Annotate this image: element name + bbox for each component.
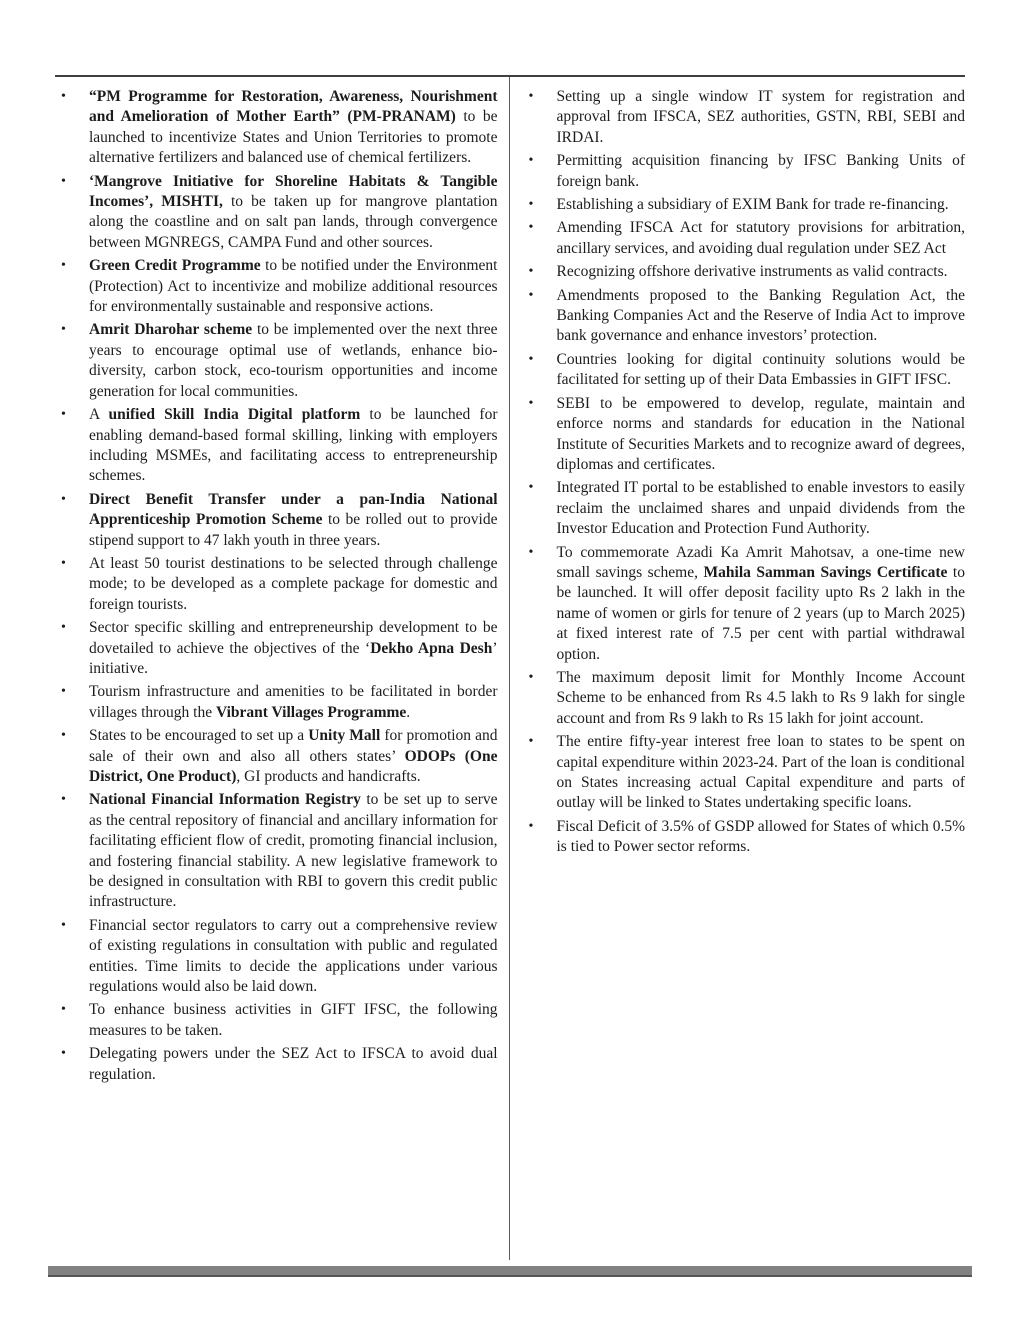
text-segment: Permitting acquisition financing by IFSC Banking Units of foreign bank.	[556, 152, 965, 190]
bold-text-segment: “PM Programme for Restoration, Awareness, Nourishment and Amelioration of Mother Earth” (PM-PRANAM)	[89, 88, 498, 126]
bullet-icon: •	[61, 620, 66, 636]
bullet-icon: •	[528, 669, 534, 685]
right-column	[510, 77, 966, 1260]
list-item	[523, 543, 966, 665]
list-item	[55, 405, 498, 487]
bold-text-segment: Green Credit Programme	[89, 257, 261, 275]
text-segment: Tourism infrastructure and amenities to be facilitated in border villages through the	[89, 683, 498, 721]
bullet-icon: •	[61, 322, 66, 338]
text-segment: To enhance business activities in GIFT IFSC, the following measures to be taken.	[89, 1001, 498, 1039]
bullet-icon: •	[61, 89, 66, 104]
bullet-icon: •	[528, 89, 534, 104]
bullet-icon: •	[528, 480, 534, 496]
list-item	[523, 350, 966, 391]
two-column-layout	[55, 77, 965, 1260]
bold-text-segment: Mahila Samman Savings Certificate	[703, 563, 948, 581]
text-segment: Amendments proposed to the Banking Regulation Act, the Banking Companies Act and the Reserve of India Act to improve bank governance and enhance investors’ protection.	[556, 286, 965, 345]
text-segment: Amending IFSCA Act for statutory provisions for arbitration, ancillary services, and avoiding dual regulation under SEZ Act	[556, 219, 965, 257]
footer-bar	[48, 1266, 972, 1277]
bullet-icon: •	[528, 351, 534, 367]
list-item	[55, 320, 498, 402]
list-item	[523, 732, 966, 814]
text-segment: The entire fifty-year interest free loan to states to be spent on capital expenditure within 2023-24. Part of the loan is conditional on States increasing actual Capital expenditure and parts of outlay will be linked to States undertaking specific loans.	[556, 733, 965, 812]
bullet-icon: •	[61, 555, 66, 571]
bold-text-segment: unified Skill India Digital platform	[108, 406, 361, 424]
text-segment: The maximum deposit limit for Monthly Income Account Scheme to be enhanced from Rs 4.5 lakh to Rs 9 lakh for single account and from Rs 9 lakh to Rs 15 lakh for joint account.	[556, 668, 965, 727]
list-item	[523, 817, 966, 858]
text-segment: Countries looking for digital continuity solutions would be facilitated for setting up of their Data Embassies in GIFT IFSC.	[556, 350, 965, 389]
bullet-icon: •	[528, 197, 534, 213]
list-item	[523, 262, 966, 282]
text-segment: Integrated IT portal to be established to enable investors to easily reclaim the unclaimed shares and unpaid dividends from the Investor Education and Protection Fund Authority.	[556, 479, 965, 538]
list-item	[55, 554, 498, 615]
text-segment: Financial sector regulators to carry out a comprehensive review of existing regulations in consultation with public and regulated entities. Time limits to decide the applications under various regulations would also be laid down.	[89, 916, 498, 996]
bullet-icon: •	[61, 491, 66, 507]
text-segment: Delegating powers under the SEZ Act to IFSCA to avoid dual regulation.	[89, 1045, 498, 1083]
bullet-icon: •	[61, 1046, 66, 1062]
bold-text-segment: Amrit Dharohar scheme	[89, 321, 253, 339]
text-segment: .	[406, 703, 411, 721]
list-item	[55, 726, 498, 787]
list-item	[55, 1000, 498, 1041]
content-area	[55, 75, 965, 1260]
text-segment: To commemorate Azadi Ka Amrit Mahotsav, a one-time new small savings scheme,	[556, 543, 965, 581]
list-item	[55, 172, 498, 254]
text-segment: Sector specific skilling and entrepreneurship development to be dovetailed to achieve the objectives of the ‘	[89, 619, 498, 657]
list-item	[55, 618, 498, 679]
bullet-icon: •	[528, 220, 534, 236]
list-item	[523, 286, 966, 347]
list-item	[55, 1044, 498, 1085]
bold-text-segment: Vibrant Villages Programme	[216, 703, 407, 721]
bullet-icon: •	[61, 1002, 66, 1018]
bold-text-segment: ‘Mangrove Initiative for Shoreline Habitats & Tangible Incomes’, MISHTI,	[89, 172, 498, 211]
text-segment: to be implemented over the next three years to encourage optimal use of wetlands, enhance bio-diversity, carbon stock, eco-tourism opportunities and income generation for local communities.	[89, 321, 498, 400]
text-segment: to be launched for enabling demand-based formal skilling, linking with employers including MSMEs, and facilitating access to entrepreneurship schemes.	[89, 406, 498, 485]
bullet-icon: •	[61, 728, 66, 744]
text-segment: to be notified under the Environment (Protection) Act to incentivize and mobilize additional resources for environmentally sustainable and responsive actions.	[89, 257, 498, 316]
text-segment: At least 50 tourist destinations to be selected through challenge mode; to be developed as a complete package for domestic and foreign tourists.	[89, 554, 498, 613]
text-segment: Recognizing offshore derivative instruments as valid contracts.	[556, 263, 948, 281]
list-item	[523, 478, 966, 539]
list-item	[523, 668, 966, 729]
bullet-icon: •	[61, 792, 66, 808]
bullet-icon: •	[528, 818, 534, 834]
list-item	[55, 256, 498, 317]
list-item	[523, 87, 966, 148]
bullet-icon: •	[61, 173, 66, 189]
list-item	[55, 682, 498, 723]
bullet-icon: •	[61, 917, 66, 933]
bullet-icon: •	[61, 407, 66, 423]
bold-text-segment: ODOPs (One District, One Product)	[89, 747, 498, 785]
bullet-icon: •	[61, 684, 66, 700]
bold-text-segment: Direct Benefit Transfer under a pan-India National Apprenticeship Promotion Scheme	[89, 490, 498, 529]
bullet-icon: •	[528, 264, 534, 280]
bullet-icon: •	[528, 734, 534, 750]
bullet-icon: •	[61, 258, 66, 274]
bullet-icon: •	[528, 153, 534, 169]
bullet-icon: •	[528, 395, 534, 411]
bullet-icon: •	[528, 544, 534, 560]
bold-text-segment: Unity Mall	[308, 727, 381, 745]
bold-text-segment: National Financial Information Registry	[89, 791, 361, 809]
list-item	[55, 916, 498, 998]
bullet-icon: •	[528, 287, 534, 303]
list-item	[523, 218, 966, 259]
text-segment: to be rolled out to provide stipend support to 47 lakh youth in three years.	[89, 511, 498, 549]
list-item	[523, 394, 966, 476]
text-segment: Setting up a single window IT system for registration and approval from IFSCA, SEZ authorities, GSTN, RBI, SEBI and IRDAI.	[556, 88, 965, 146]
text-segment: ’ initiative.	[89, 639, 498, 677]
list-item	[523, 195, 966, 215]
text-segment: States to be encouraged to set up a	[89, 727, 309, 745]
text-segment: to be taken up for mangrove plantation along the coastline and on salt pan lands, through convergence between MGNREGS, CAMPA Fund and other sources.	[89, 193, 498, 251]
text-segment: to be launched. It will offer deposit facility upto Rs 2 lakh in the name of women or girls for tenure of 2 years (up to March 2025) at fixed interest rate of 7.5 per cent with partial withdrawal option.	[556, 563, 965, 663]
text-segment: to be set up to serve as the central repository of financial and ancillary information for facilitating efficient flow of credit, promoting financial inclusion, and fostering financial stability. A new legislative framework to be designed in consultation with RBI to govern this credit public infrastructure.	[89, 791, 498, 911]
left-column	[55, 77, 509, 1260]
bold-text-segment: Dekho Apna Desh	[370, 639, 493, 657]
text-segment: to be launched to incentivize States and Union Territories to promote alternative fertilizers and balanced use of chemical fertilizers.	[89, 108, 498, 167]
list-item	[523, 151, 966, 192]
text-segment: Fiscal Deficit of 3.5% of GSDP allowed for States of which 0.5% is tied to Power sector reforms.	[556, 817, 965, 856]
text-segment: SEBI to be empowered to develop, regulate, maintain and enforce norms and standards for education in the National Institute of Securities Markets and to recognize award of degrees, diplomas and certificates.	[556, 394, 965, 473]
text-segment: A	[89, 406, 109, 424]
list-item	[55, 790, 498, 912]
list-item	[55, 490, 498, 551]
list-item	[55, 87, 498, 169]
text-segment: for promotion and sale of their own and also all others states’	[89, 727, 498, 765]
text-segment: Establishing a subsidiary of EXIM Bank for trade re-financing.	[556, 196, 949, 214]
text-segment: , GI products and handicrafts.	[236, 768, 421, 785]
